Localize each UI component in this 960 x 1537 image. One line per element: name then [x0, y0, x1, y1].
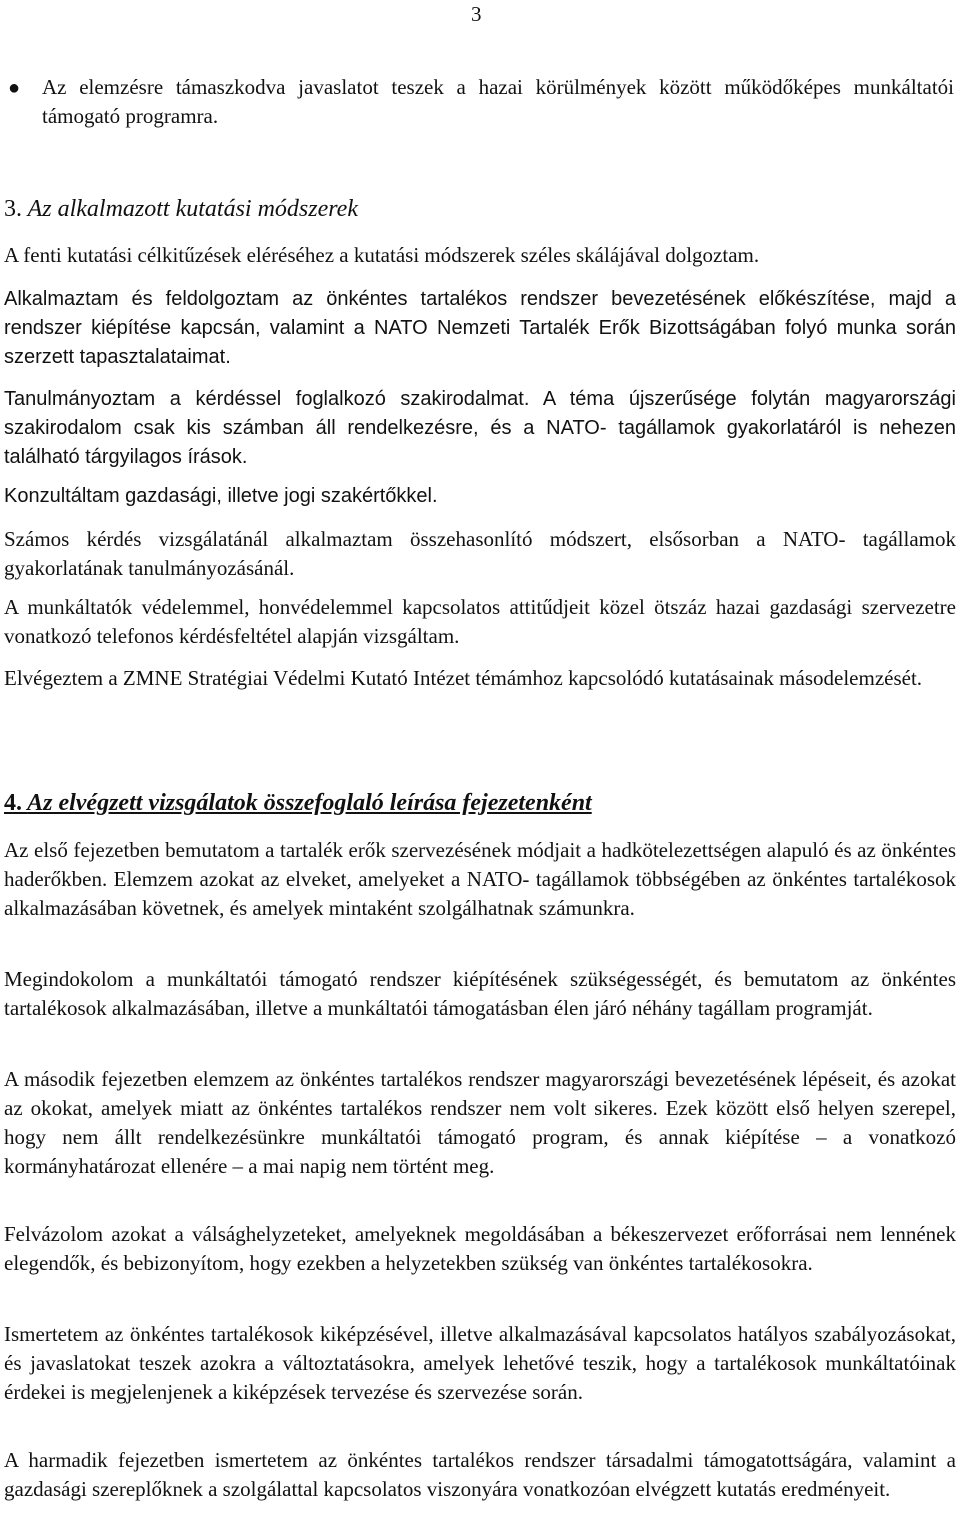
section-3-paragraph: Elvégeztem a ZMNE Stratégiai Védelmi Kutató Intézet témámhoz kapcsolódó kutatásainak másodelemzését.	[4, 666, 923, 690]
section-4-paragraph: Ismertetem az önkéntes tartalékosok kiképzésével, illetve alkalmazásával kapcsolatos hatályos szabályozásokat, és javaslatokat teszek azokra a változtatásokra, amelyek lehetővé teszik, hogy a tartalékosok munkáltatóinak érdekei is megjelenjenek a kiképzések tervezése és szervezése során.	[4, 1322, 956, 1404]
section-3-title: Az alkalmazott kutatási módszerek	[27, 196, 358, 222]
section-3-paragraph: A fenti kutatási célkitűzések eléréséhez a kutatási módszerek széles skálájával dolgoztam.	[4, 243, 760, 267]
section-3-heading	[4, 196, 358, 223]
section-3-paragraph: Tanulmányoztam a kérdéssel foglalkozó szakirodalmat. A téma újszerűsége folytán magyarországi szakirodalom csak kis számban áll rendelkezésre, és a NATO- tagállamok gyakorlatáról is nehezen található tárgyilagos írások.	[4, 388, 956, 468]
section-4-paragraph: Felvázolom azokat a válsághelyzeteket, amelyeknek megoldásában a békeszervezet erőforrásai nem lennének elegendők, és bebizonyítom, hogy ezekben a helyzetekben szükség van önkéntes tartalékosokra.	[4, 1222, 956, 1275]
section-4-paragraph: A harmadik fejezetben ismertetem az önkéntes tartalékos rendszer társadalmi támogatottságára, valamint a gazdasági szereplőknek a szolgálattal kapcsolatos viszonyára vonatkozóan elvégzett kutatás eredményeit.	[4, 1448, 956, 1501]
section-4-heading	[4, 790, 592, 817]
section-3-paragraph: Alkalmaztam és feldolgoztam az önkéntes tartalékos rendszer bevezetésének előkészítése, majd a rendszer kiépítése kapcsán, valamint a NATO Nemzeti Tartalék Erők Bizottságában folyó munka során szerzett tapasztalataimat.	[4, 288, 956, 368]
section-3-number: 3.	[4, 196, 22, 222]
section-3-paragraph: Számos kérdés vizsgálatánál alkalmaztam összehasonlító módszert, elsősorban a NATO- tagállamok gyakorlatának tanulmányozásánál.	[4, 527, 956, 580]
bullet-icon: ●	[8, 77, 21, 99]
bullet-text: Az elemzésre támaszkodva javaslatot teszek a hazai körülmények között működőképes munkáltatói támogató programra.	[42, 75, 954, 128]
section-4-title: Az elvégzett vizsgálatok összefoglaló leírása fejezetenként	[27, 790, 592, 816]
section-3-paragraph: A munkáltatók védelemmel, honvédelemmel kapcsolatos attitűdjeit közel ötszáz hazai gazdasági szervezetre vonatkozó telefonos kérdésfeltétel alapján vizsgáltam.	[4, 595, 956, 648]
page-number: 3	[471, 2, 482, 26]
section-4-paragraph: Megindokolom a munkáltatói támogató rendszer kiépítésének szükségességét, és bemutatom az önkéntes tartalékosok alkalmazásában, illetve a munkáltatói támogatásban élen járó néhány tagállam programját.	[4, 967, 956, 1020]
bullet-list-item	[4, 73, 954, 131]
section-4-paragraph: Az első fejezetben bemutatom a tartalék erők szervezésének módjait a hadkötelezettségen alapuló és az önkéntes haderőkben. Elemzem azokat az elveket, amelyeket a NATO- tagállamok többségében az önkéntes tartalékosok alkalmazásában követnek, és amelyek mintaként szolgálhatnak számunkra.	[4, 838, 956, 920]
section-3-paragraph: Konzultáltam gazdasági, illetve jogi szakértőkkel.	[4, 485, 438, 507]
section-4-number: 4.	[4, 790, 22, 816]
section-4-paragraph: A második fejezetben elemzem az önkéntes tartalékos rendszer magyarországi bevezetésének lépéseit, és azokat az okokat, amelyek miatt az önkéntes tartalékos rendszer nem volt sikeres. Ezek között első helyen szerepel, hogy nem állt rendelkezésünkre munkáltatói támogató program, és annak kiépítése – a vonatkozó kormányhatározat ellenére – a mai napig nem történt meg.	[4, 1067, 956, 1178]
